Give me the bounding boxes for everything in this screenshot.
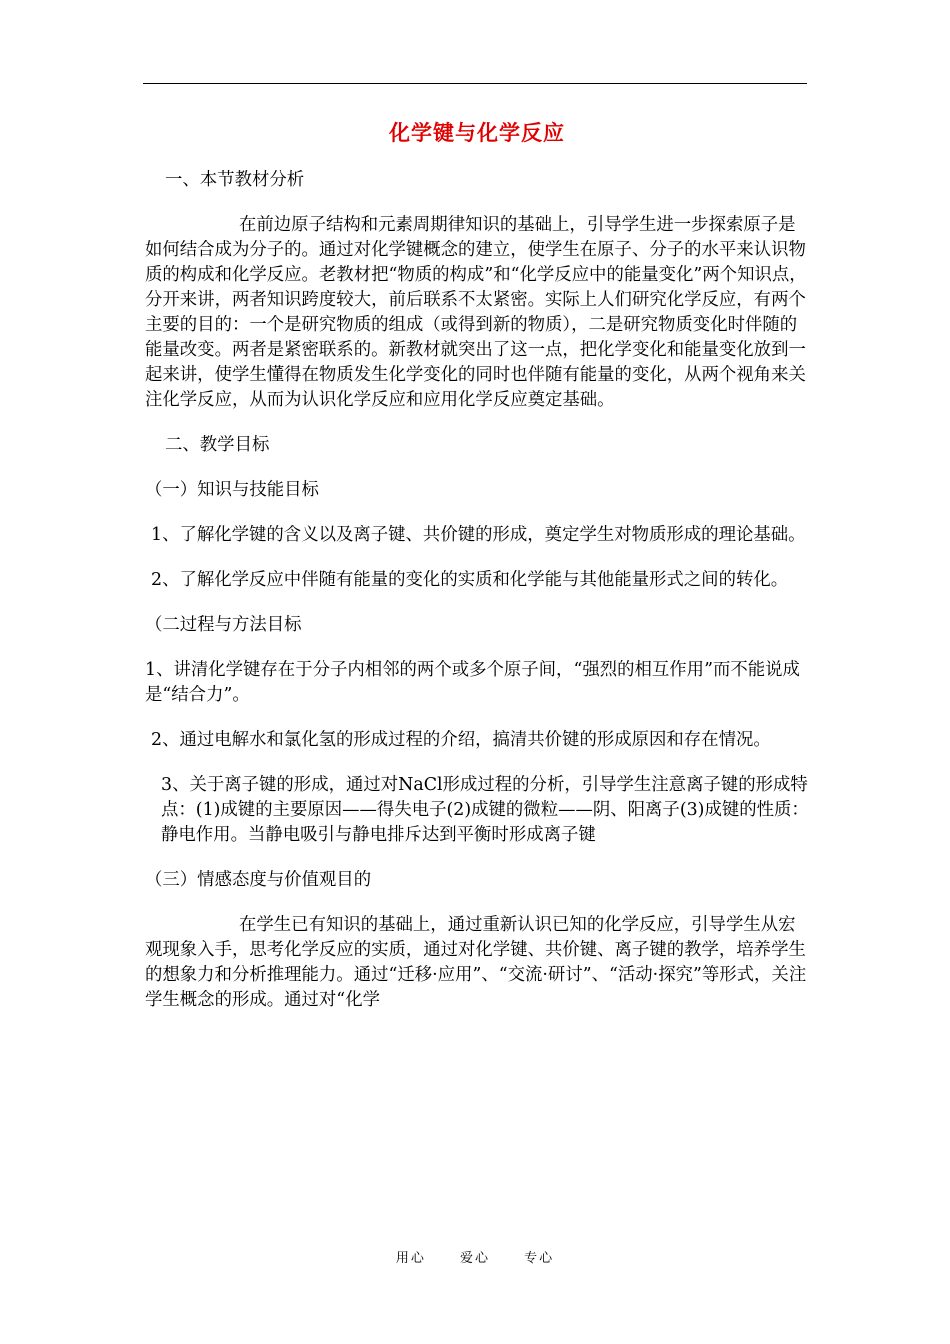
page-title: 化学键与化学反应 (389, 120, 565, 145)
subheading-process-methods: （二过程与方法目标 (145, 615, 302, 635)
knowledge-item-1: 1、了解化学键的含义以及离子键、共价键的形成，奠定学生对物质形成的理论基础。 (151, 525, 806, 545)
analysis-paragraph: 在前边原子结构和元素周期律知识的基础上，引导学生进一步探索原子是如何结合成为分子的。通过对化学键概念的建立，使学生在原子、分子的水平来认识物质的构成和化学反应。老教材把“物质的构成”和“化学反应中的能量变化”两个知识点，分开来讲，两者知识跨度较大，前后联系不太紧密。实际上人们研究化学反应，有两个主要的目的：一个是研究物质的组成（或得到新的物质），二是研究物质变化时伴随的能量改变。两者是紧密联系的。新教材就突出了这一点，把化学变化和能量变化放到一起来讲，使学生懂得在物质发生化学变化的同时也伴随有能量的变化，从两个视角来关注化学反应，从而为认识化学反应和应用化学反应奠定基础。 (145, 215, 807, 410)
process-item-3: 3、关于离子键的形成，通过对NaCl形成过程的分析，引导学生注意离子键的形成特点：(1)成键的主要原因——得失电子(2)成键的微粒——阴、阳离子(3)成键的性质：静电作用。当静电吸引与静电排斥达到平衡时形成离子键 (161, 775, 809, 845)
process-item-2: 2、通过电解水和氯化氢的形成过程的介绍，搞清共价键的形成原因和存在情况。 (151, 730, 771, 750)
section-heading-analysis: 一、本节教材分析 (165, 170, 305, 190)
footer-word-1: 用心 (395, 1251, 426, 1266)
footer-word-3: 专心 (524, 1251, 555, 1266)
subheading-attitude-values: （三）情感态度与价值观目的 (145, 870, 372, 890)
section-heading-objectives: 二、教学目标 (165, 435, 270, 455)
process-item-1: 1、讲清化学键存在于分子内相邻的两个或多个原子间，“强烈的相互作用”而不能说成是“结合力”。 (145, 660, 800, 705)
attitude-paragraph: 在学生已有知识的基础上，通过重新认识已知的化学反应，引导学生从宏观现象入手，思考化学反应的实质，通过对化学键、共价键、离子键的教学，培养学生的想象力和分析推理能力。通过“迁移·应用”、“交流·研讨”、“活动·探究”等形式，关注学生概念的形成。通过对“化学 (145, 915, 807, 1010)
footer-word-2: 爱心 (459, 1251, 490, 1266)
page-footer (0, 1247, 950, 1266)
document-body (145, 118, 809, 1013)
knowledge-item-2: 2、了解化学反应中伴随有能量的变化的实质和化学能与其他能量形式之间的转化。 (151, 570, 789, 590)
header-rule (143, 83, 807, 84)
subheading-knowledge-skills: （一）知识与技能目标 (145, 480, 319, 500)
